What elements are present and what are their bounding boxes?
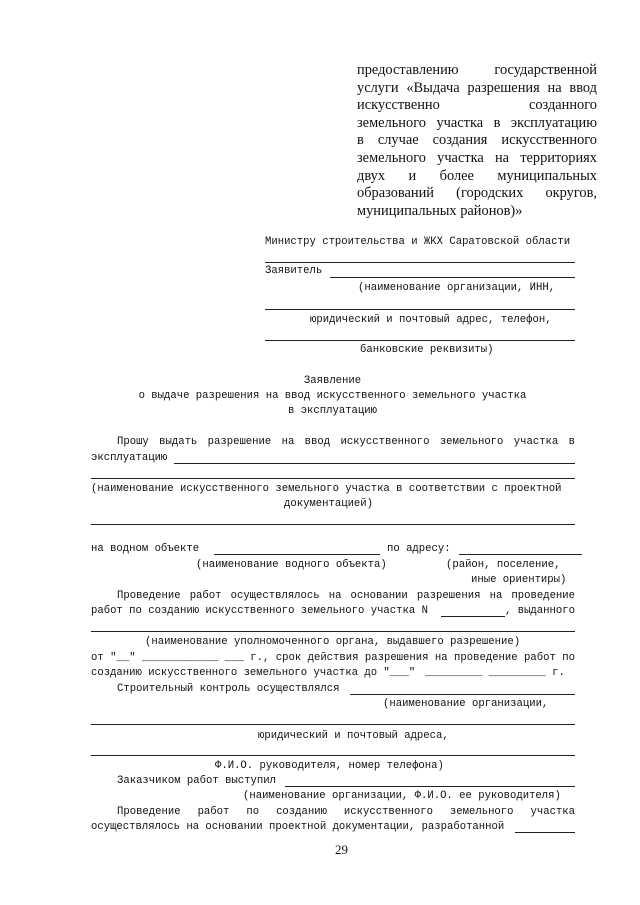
permit-expiry-text: _________ _________ г. (425, 667, 565, 679)
header-line: в случае создания искусственного (357, 132, 597, 149)
land-plot-name-field[interactable] (174, 463, 575, 464)
land-plot-hint: документацией) (284, 498, 374, 510)
document-title: Заявление (303, 375, 362, 387)
permit-number-field[interactable] (441, 616, 505, 617)
customer-hint: (наименование организации, Ф.И.О. ее руководителя) (243, 790, 561, 802)
ministry-label: Министру строительства и ЖКХ Саратовской области (265, 236, 571, 248)
address-field[interactable] (459, 554, 582, 555)
document-subtitle: о выдаче разрешения на ввод искусственного земельного участка (138, 390, 527, 402)
address-label: по адресу: (387, 543, 451, 555)
customer-label: Заказчиком работ выступил (117, 775, 276, 787)
header-line: земельного участка на территориях (357, 149, 597, 166)
header-line: предоставлению государственной (357, 62, 597, 78)
district-hint: иные ориентиры) (471, 574, 567, 586)
header-block (357, 62, 597, 220)
request-text: эксплуатацию (91, 452, 168, 464)
header-line: услуги «Выдача разрешения на ввод (357, 79, 597, 96)
works-text: Проведение работ осуществлялось на основании разрешения на проведение (117, 590, 575, 602)
applicant-hint: юридический и почтовый адрес, телефон, (310, 314, 552, 326)
applicant-label: Заявитель (265, 265, 323, 277)
request-text: Прошу выдать разрешение на ввод искусственного земельного участка в (117, 436, 575, 448)
applicant-line[interactable] (330, 277, 575, 278)
permit-date-text: от "__" ____________ ___ г., срок действия разрешения на проведение работ по (91, 652, 575, 664)
control-org-hint: Ф.И.О. руководителя, номер телефона) (215, 760, 444, 772)
control-org-hint: (наименование организации, (383, 698, 549, 710)
header-line: двух и более муниципальных (357, 167, 597, 184)
design-docs-text: осуществлялось на основании проектной документации, разработанной (91, 821, 505, 833)
water-object-label: на водном объекте (91, 543, 200, 555)
design-docs-field[interactable] (515, 832, 575, 833)
control-org-hint: юридический и почтовый адреса, (258, 730, 449, 742)
header-line: искусственно созданного (357, 97, 597, 114)
control-label: Строительный контроль осуществлялся (117, 683, 340, 695)
land-plot-name-field-2[interactable] (91, 478, 575, 479)
page-number: 29 (335, 842, 348, 857)
works-text: работ по созданию искусственного земельного участка N (91, 605, 428, 617)
header-line: муниципальных районов)» (357, 202, 523, 219)
water-object-field[interactable] (214, 554, 380, 555)
land-plot-hint: (наименование искусственного земельного участка в соответствии с проектной (91, 483, 562, 495)
water-object-hint: (наименование водного объекта) (196, 559, 387, 571)
customer-field[interactable] (285, 786, 575, 787)
header-line: земельного участка в эксплуатацию (357, 114, 597, 131)
applicant-hint: банковские реквизиты) (360, 344, 494, 356)
authority-hint: (наименование уполномоченного органа, выдавшего разрешение) (145, 636, 521, 648)
permit-expiry-text: созданию искусственного земельного участка до "___" (91, 667, 416, 679)
design-docs-text: Проведение работ по созданию искусственного земельного участка (117, 806, 575, 818)
works-text: , выданного (505, 605, 575, 617)
addressee-line[interactable] (265, 262, 575, 263)
district-hint: (район, поселение, (446, 559, 561, 571)
control-org-field-2[interactable] (91, 724, 575, 725)
applicant-line-2[interactable] (265, 309, 575, 310)
applicant-line-3[interactable] (265, 340, 575, 341)
header-line: образований (городских округов, (357, 185, 597, 202)
land-plot-name-field-3[interactable] (91, 524, 575, 525)
control-org-field-3[interactable] (91, 755, 575, 756)
applicant-hint: (наименование организации, ИНН, (358, 282, 556, 294)
control-org-field[interactable] (350, 694, 575, 695)
document-subtitle: в эксплуатацию (287, 405, 377, 417)
authority-field[interactable] (91, 631, 575, 632)
